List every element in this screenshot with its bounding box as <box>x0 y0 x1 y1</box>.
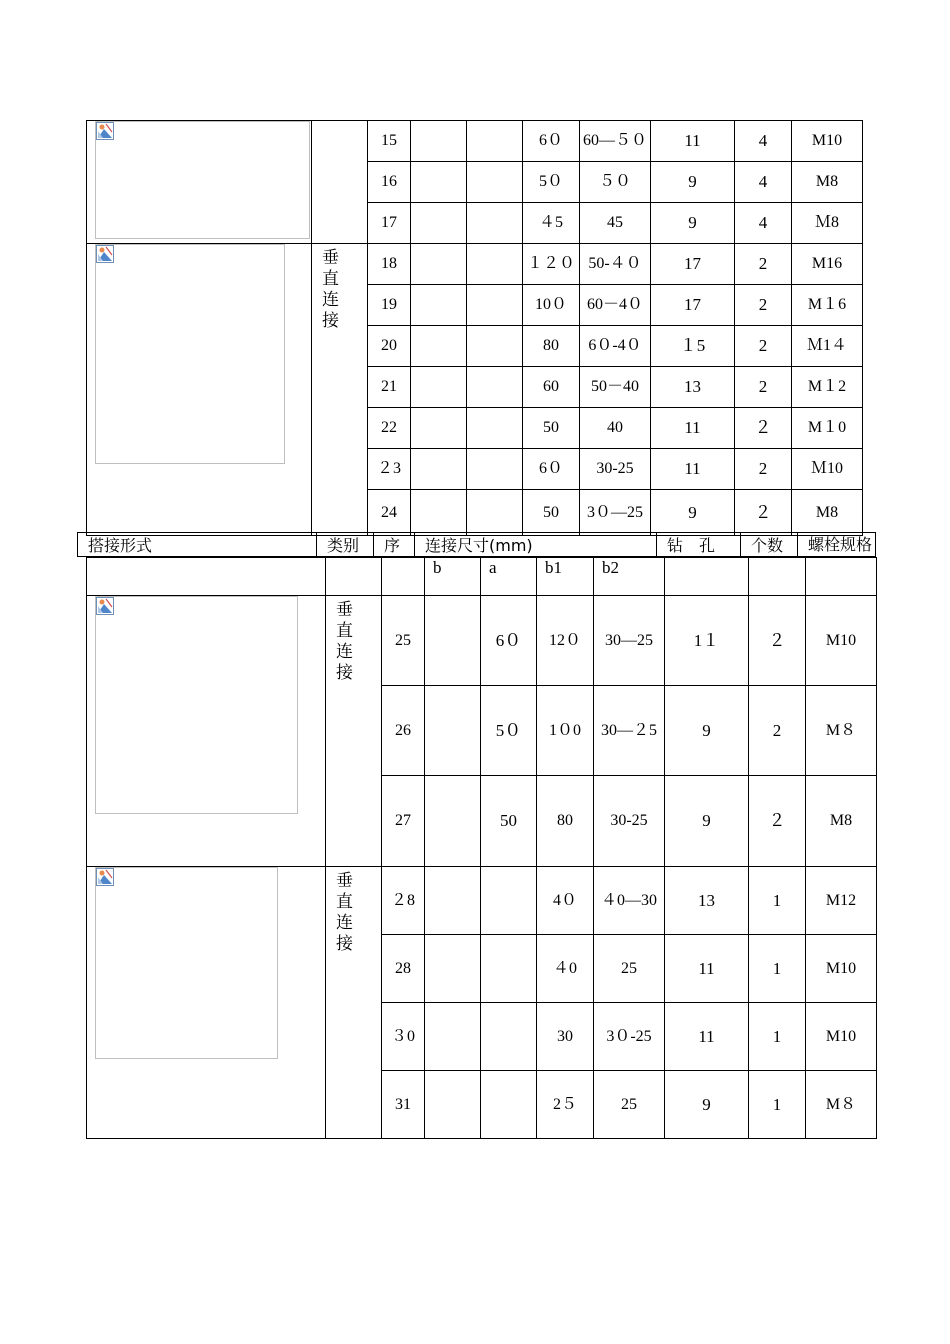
cell-bolt: M１0 <box>792 408 863 449</box>
cell-b2: 3０-25 <box>594 1003 665 1071</box>
subheader-b: b <box>425 558 481 596</box>
diagram-cell <box>87 244 312 536</box>
cell-drill: 9 <box>651 203 735 244</box>
cell-drill: 17 <box>651 285 735 326</box>
category-cell <box>326 867 382 1139</box>
cell-drill: 11 <box>651 449 735 490</box>
cell-drill: 9 <box>651 490 735 536</box>
cell-b <box>411 408 467 449</box>
cell-drill: 9 <box>651 162 735 203</box>
cell-a <box>467 244 523 285</box>
cell-b <box>411 449 467 490</box>
cell-count: 2 <box>749 686 806 776</box>
cell-count: 4 <box>735 162 792 203</box>
subheader-a: a <box>481 558 537 596</box>
cell-b1: 6０ <box>523 449 580 490</box>
header-seq: 序 <box>373 532 415 557</box>
cell-b2: 30—２5 <box>594 686 665 776</box>
cell-b2: ４0—30 <box>594 867 665 935</box>
cell-a <box>467 203 523 244</box>
cell-b1: ４0 <box>537 935 594 1003</box>
cell-b <box>411 203 467 244</box>
cell-a <box>467 408 523 449</box>
cell-count: 2 <box>735 244 792 285</box>
cell-b2: 3０—25 <box>580 490 651 536</box>
cell-seq: 28 <box>382 935 425 1003</box>
cell-bolt: M10 <box>806 1003 877 1071</box>
broken-image-icon <box>96 868 114 886</box>
cell-count: 2 <box>735 285 792 326</box>
category-label: 垂直连接 <box>332 600 352 684</box>
diagram-image-placeholder <box>95 121 310 239</box>
cell-b <box>425 1071 481 1139</box>
cell-b1: 80 <box>523 326 580 367</box>
subheader-seq <box>382 558 425 596</box>
cell-bolt: Ｍ1４ <box>792 326 863 367</box>
cell-b2: ５０ <box>580 162 651 203</box>
cell-seq: 25 <box>382 596 425 686</box>
subheader-b2: b2 <box>594 558 665 596</box>
cell-b1: 6０ <box>523 121 580 162</box>
cell-a <box>481 935 537 1003</box>
cell-b <box>425 1003 481 1071</box>
cell-b1: 5０ <box>523 162 580 203</box>
bolt-table-bottom <box>86 557 877 1139</box>
cell-b1: 50 <box>523 408 580 449</box>
broken-image-icon <box>96 245 114 263</box>
cell-seq: 17 <box>368 203 411 244</box>
cell-bolt: M10 <box>806 935 877 1003</box>
cell-seq: 22 <box>368 408 411 449</box>
cell-seq: ２3 <box>368 449 411 490</box>
cell-b2: 60－4０ <box>580 285 651 326</box>
cell-bolt: M8 <box>792 162 863 203</box>
cell-a <box>481 1003 537 1071</box>
table-header <box>77 532 876 557</box>
cell-count: 2 <box>735 367 792 408</box>
subheader-category <box>326 558 382 596</box>
cell-a <box>467 449 523 490</box>
cell-bolt: Ｍ8 <box>792 203 863 244</box>
cell-b2: 30-25 <box>594 776 665 867</box>
header-bolt-text: 螺栓规格 <box>808 535 873 554</box>
cell-a: 50 <box>481 776 537 867</box>
cell-seq: 21 <box>368 367 411 408</box>
category-label: 垂直连接 <box>318 248 338 332</box>
cell-count: 1 <box>749 1071 806 1139</box>
cell-b1: 30 <box>537 1003 594 1071</box>
cell-b <box>425 686 481 776</box>
cell-b1: 50 <box>523 490 580 536</box>
cell-count: ２ <box>735 408 792 449</box>
category-cell <box>326 596 382 867</box>
cell-count: 1 <box>749 935 806 1003</box>
header-drill: 钻 孔 <box>656 532 741 557</box>
cell-b2: 45 <box>580 203 651 244</box>
cell-drill: 17 <box>651 244 735 285</box>
cell-a <box>467 285 523 326</box>
cell-bolt: M８ <box>806 686 877 776</box>
cell-b <box>411 244 467 285</box>
cell-count: 4 <box>735 203 792 244</box>
category-label: 垂直连接 <box>332 871 352 955</box>
cell-a <box>467 121 523 162</box>
cell-seq: 18 <box>368 244 411 285</box>
category-cell <box>312 244 368 536</box>
cell-b1: 60 <box>523 367 580 408</box>
cell-a <box>467 326 523 367</box>
cell-a <box>467 162 523 203</box>
cell-count: 2 <box>735 326 792 367</box>
cell-b2: 30-25 <box>580 449 651 490</box>
cell-b2: 25 <box>594 935 665 1003</box>
header-dims: 连接尺寸(mm) <box>414 532 657 557</box>
cell-seq: 15 <box>368 121 411 162</box>
cell-seq: 24 <box>368 490 411 536</box>
cell-a <box>467 490 523 536</box>
cell-b <box>425 935 481 1003</box>
cell-b <box>411 367 467 408</box>
cell-b <box>425 596 481 686</box>
cell-bolt: M10 <box>792 121 863 162</box>
cell-b2: 30—25 <box>594 596 665 686</box>
cell-b <box>411 490 467 536</box>
cell-b2: 60—５０ <box>580 121 651 162</box>
cell-seq: ３0 <box>382 1003 425 1071</box>
subheader-count <box>749 558 806 596</box>
broken-image-icon <box>96 597 114 615</box>
cell-a <box>467 367 523 408</box>
cell-count: ２ <box>735 490 792 536</box>
cell-bolt: M16 <box>792 244 863 285</box>
category-cell <box>312 121 368 244</box>
cell-seq: 16 <box>368 162 411 203</box>
cell-seq: 26 <box>382 686 425 776</box>
cell-seq: 27 <box>382 776 425 867</box>
cell-bolt: Ｍ10 <box>792 449 863 490</box>
cell-b1: 1０0 <box>537 686 594 776</box>
cell-count: ２ <box>749 596 806 686</box>
cell-b1: 2５ <box>537 1071 594 1139</box>
diagram-cell <box>87 867 326 1139</box>
header-category: 类别 <box>316 532 374 557</box>
cell-b1: １２０ <box>523 244 580 285</box>
cell-seq: 31 <box>382 1071 425 1139</box>
cell-count: 1 <box>749 1003 806 1071</box>
broken-image-icon <box>96 122 114 140</box>
cell-bolt: M８ <box>806 1071 877 1139</box>
cell-bolt: M10 <box>806 596 877 686</box>
cell-b1: 80 <box>537 776 594 867</box>
cell-b <box>411 121 467 162</box>
header-form: 搭接形式 <box>77 532 317 557</box>
cell-count: 4 <box>735 121 792 162</box>
diagram-image-placeholder <box>95 867 278 1059</box>
cell-b2: 50-４０ <box>580 244 651 285</box>
cell-bolt: M１6 <box>792 285 863 326</box>
cell-b <box>411 285 467 326</box>
cell-seq: 20 <box>368 326 411 367</box>
cell-count: ２ <box>749 776 806 867</box>
cell-b <box>425 867 481 935</box>
cell-a: 6０ <box>481 596 537 686</box>
cell-bolt: M8 <box>806 776 877 867</box>
cell-b2: 50－40 <box>580 367 651 408</box>
cell-drill: 9 <box>665 686 749 776</box>
cell-bolt: M12 <box>806 867 877 935</box>
cell-a <box>481 1071 537 1139</box>
cell-bolt: M8 <box>792 490 863 536</box>
header-bolt <box>797 532 876 557</box>
bolt-table-top <box>86 120 863 536</box>
cell-drill: 1１ <box>665 596 749 686</box>
subheader-bolt <box>806 558 877 596</box>
cell-b <box>411 326 467 367</box>
cell-seq: ２8 <box>382 867 425 935</box>
cell-b <box>411 162 467 203</box>
cell-b1: ４5 <box>523 203 580 244</box>
cell-b1: 10０ <box>523 285 580 326</box>
cell-count: 1 <box>749 867 806 935</box>
diagram-cell <box>87 121 312 244</box>
diagram-image-placeholder <box>95 244 285 464</box>
cell-a <box>481 867 537 935</box>
cell-bolt: M１2 <box>792 367 863 408</box>
cell-drill: 13 <box>651 367 735 408</box>
diagram-image-placeholder <box>95 596 298 814</box>
cell-drill: 11 <box>665 1003 749 1071</box>
cell-drill: 9 <box>665 776 749 867</box>
cell-b1: 12０ <box>537 596 594 686</box>
cell-drill: １5 <box>651 326 735 367</box>
cell-b2: 25 <box>594 1071 665 1139</box>
cell-count: 2 <box>735 449 792 490</box>
cell-b <box>425 776 481 867</box>
cell-b2: 40 <box>580 408 651 449</box>
cell-drill: 11 <box>651 121 735 162</box>
header-count: 个数 <box>740 532 798 557</box>
cell-drill: 11 <box>651 408 735 449</box>
cell-drill: 11 <box>665 935 749 1003</box>
subheader-drill <box>665 558 749 596</box>
cell-b2: 6０-4０ <box>580 326 651 367</box>
cell-seq: 19 <box>368 285 411 326</box>
cell-a: 5０ <box>481 686 537 776</box>
subheader-b1: b1 <box>537 558 594 596</box>
diagram-cell <box>87 596 326 867</box>
cell-drill: 9 <box>665 1071 749 1139</box>
cell-drill: 13 <box>665 867 749 935</box>
subheader-form <box>87 558 326 596</box>
cell-b1: 4０ <box>537 867 594 935</box>
